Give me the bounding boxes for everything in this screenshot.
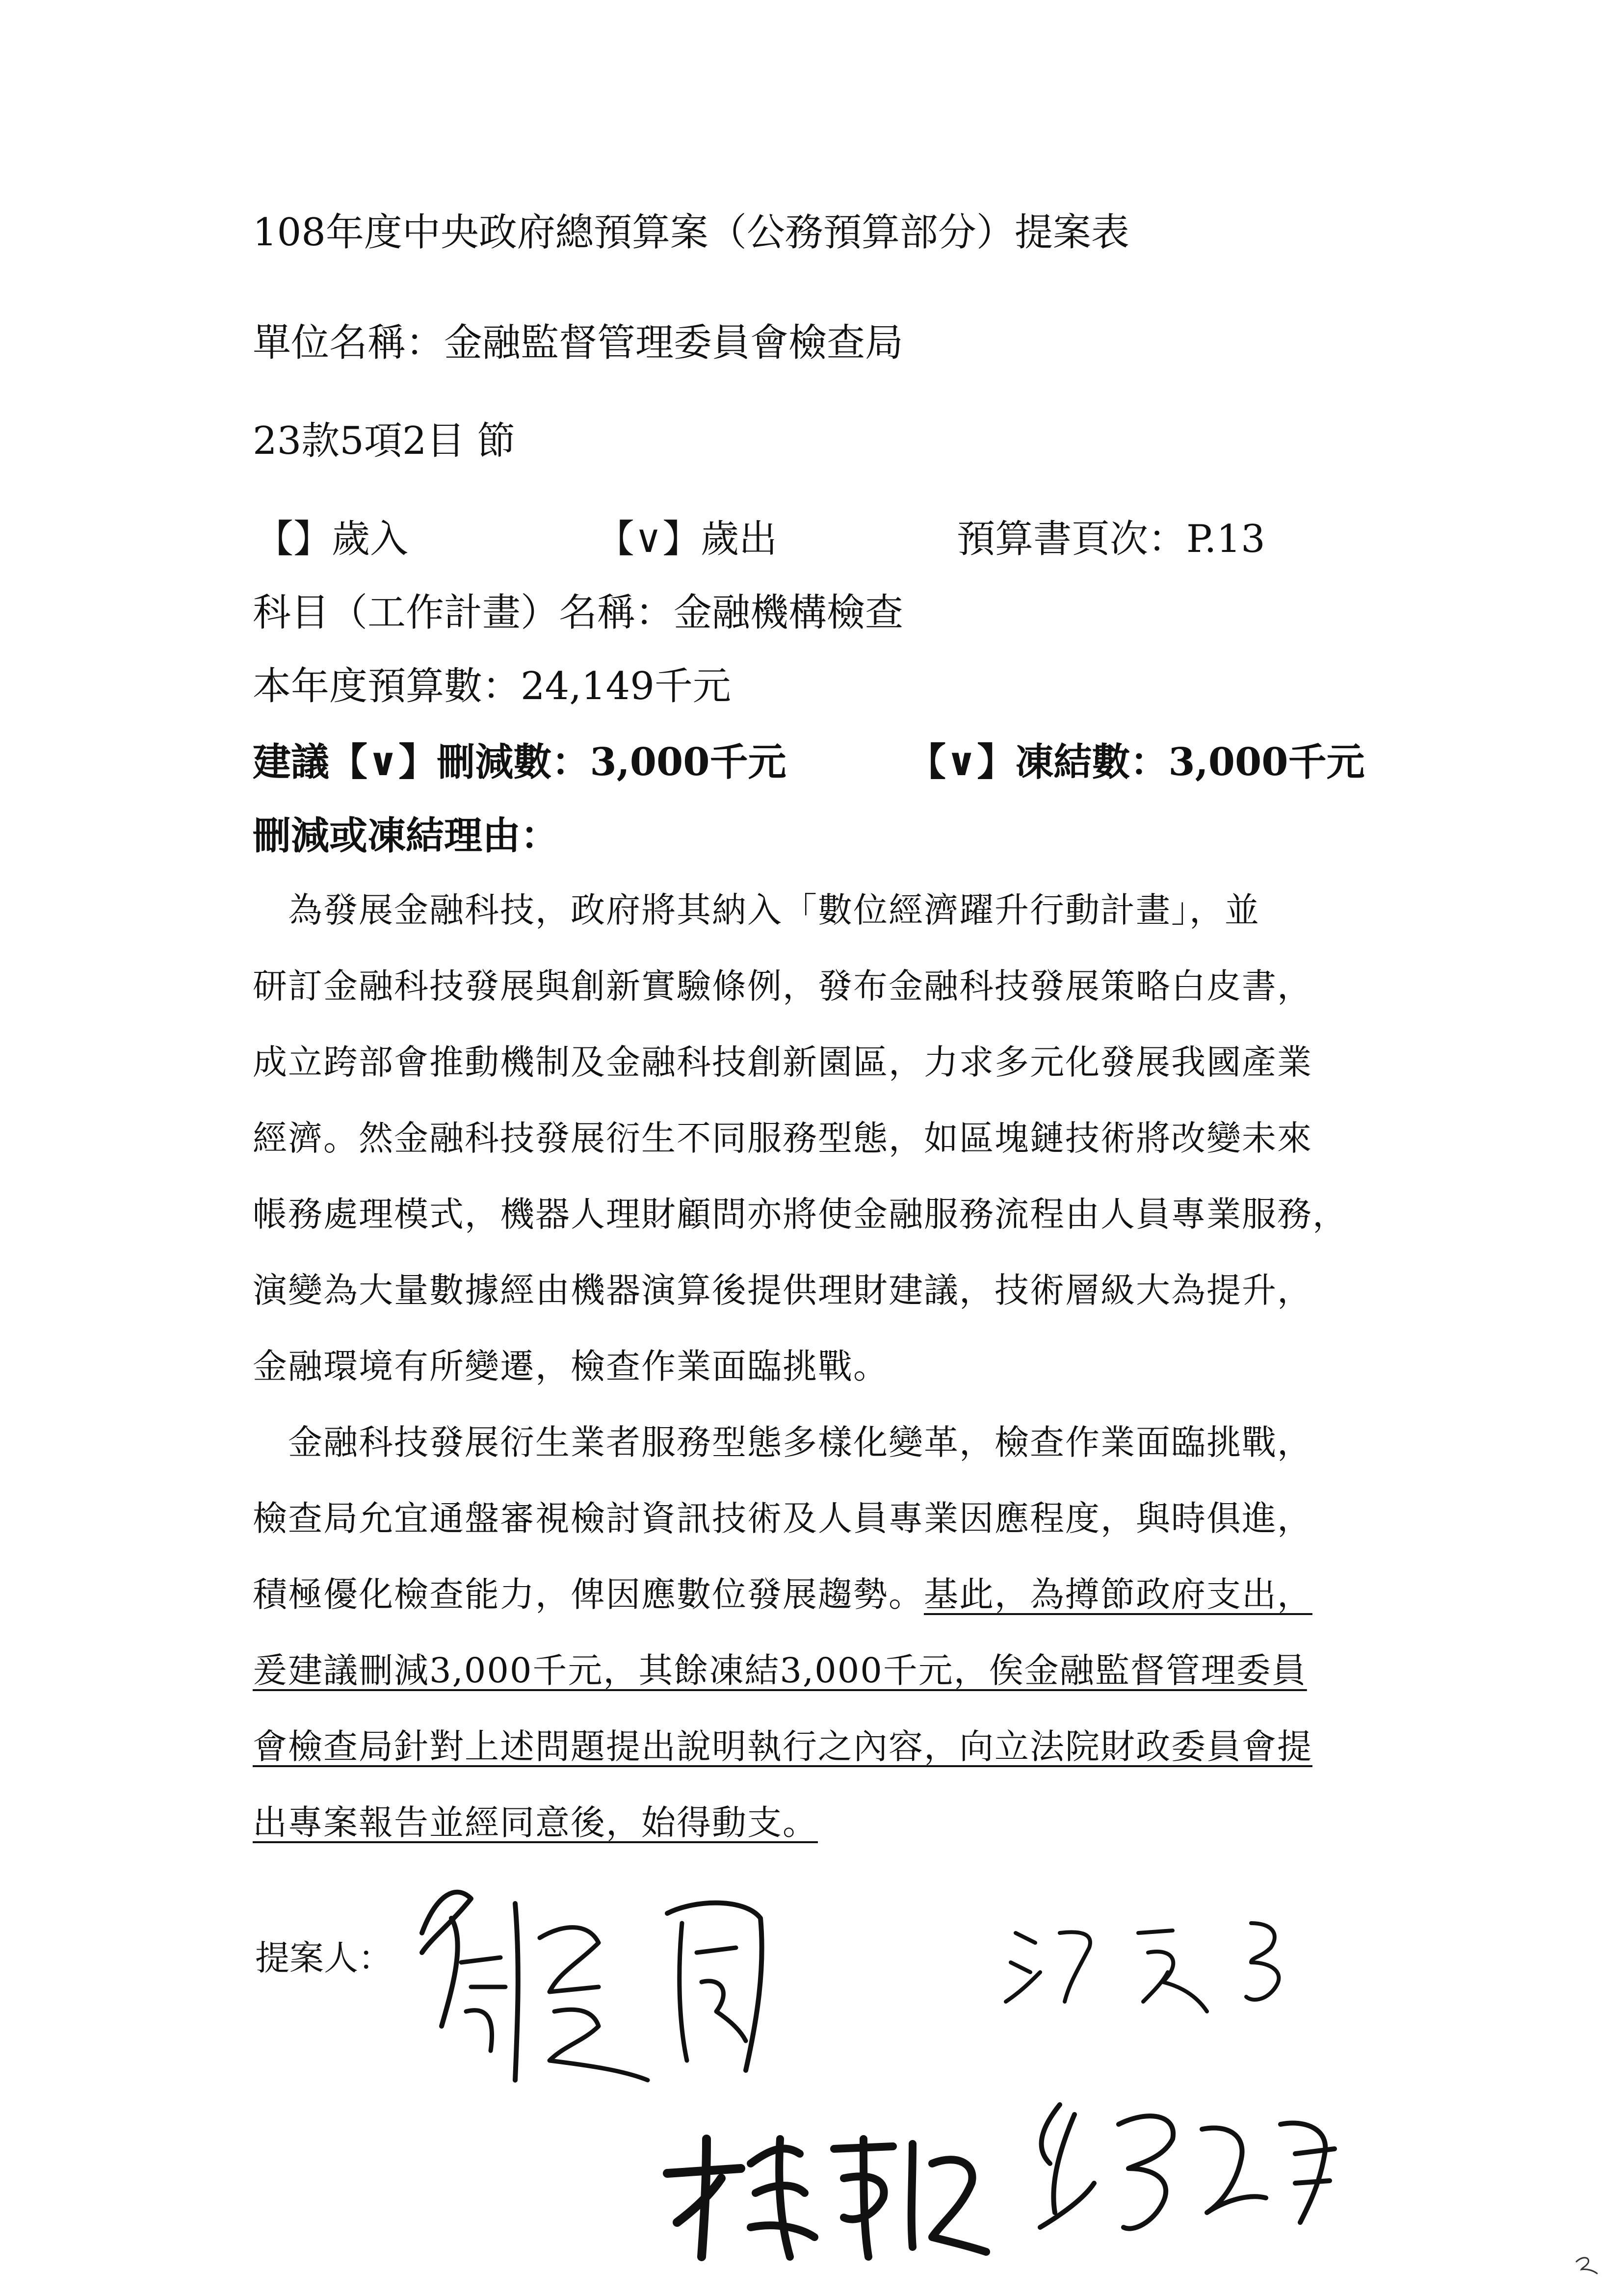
paragraph-line: 帳務處理模式，機器人理財顧問亦將使金融服務流程由人員專業服務，	[253, 1194, 1348, 1234]
signature-3	[657, 2110, 991, 2271]
paragraph-line	[253, 1574, 1312, 1615]
signature-1	[393, 1864, 834, 2100]
signature-2	[996, 1904, 1339, 2021]
budget-section: 23款5項2目 節	[253, 419, 516, 463]
expense-option: 【∨】歲出	[596, 517, 778, 561]
document-title: 108年度中央政府總預算案（公務預算部分）提案表	[253, 210, 1129, 255]
underlined-line: 出專案報告並經同意後，始得動支。	[253, 1802, 818, 1843]
handwritten-mark	[1572, 2252, 1602, 2276]
underlined-text: 基此，為撙節政府支出，	[924, 1574, 1312, 1615]
budget-page-number: 預算書頁次：P.13	[957, 517, 1265, 561]
subject-name: 科目（工作計畫）名稱：金融機構檢查	[253, 591, 904, 635]
paragraph-line: 研訂金融科技發展與創新實驗條例，發布金融科技發展策略白皮書，	[253, 966, 1312, 1006]
paragraph-line: 演變為大量數據經由機器演算後提供理財建議，技術層級大為提升，	[253, 1270, 1312, 1310]
underlined-line: 爰建議刪減3,000千元，其餘凍結3,000千元，俟金融監督管理委員	[253, 1650, 1307, 1691]
suggested-cut: 建議【∨】刪減數：3,000千元	[253, 740, 786, 784]
suggested-freeze: 【∨】凍結數：3,000千元	[908, 740, 1365, 784]
paragraph-line: 成立跨部會推動機制及金融科技創新園區，力求多元化發展我國產業	[253, 1042, 1312, 1082]
proposer-label: 提案人：	[255, 1938, 393, 1978]
paragraph-line: 檢查局允宜通盤審視檢討資訊技術及人員專業因應程度，與時俱進，	[253, 1498, 1312, 1539]
budget-amount: 本年度預算數：24,149千元	[253, 664, 731, 708]
unit-name: 單位名稱：金融監督管理委員會檢查局	[253, 321, 904, 365]
paragraph-line: 經濟。然金融科技發展衍生不同服務型態，如區塊鏈技術將改變未來	[253, 1118, 1312, 1158]
paragraph-line: 為發展金融科技，政府將其納入「數位經濟躍升行動計畫」，並	[253, 890, 1260, 930]
paragraph-line: 金融科技發展衍生業者服務型態多樣化變革，檢查作業面臨挑戰，	[253, 1422, 1312, 1462]
reason-heading: 刪減或凍結理由：	[253, 813, 559, 858]
paragraph-text: 積極優化檢查能力，俾因應數位發展趨勢。	[253, 1574, 924, 1615]
paragraph-line: 金融環境有所變遷，檢查作業面臨挑戰。	[253, 1346, 889, 1386]
underlined-line: 會檢查局針對上述問題提出說明執行之內容，向立法院財政委員會提	[253, 1726, 1312, 1767]
signature-4	[1021, 2085, 1364, 2262]
revenue-option: 【】歲入	[255, 517, 409, 561]
